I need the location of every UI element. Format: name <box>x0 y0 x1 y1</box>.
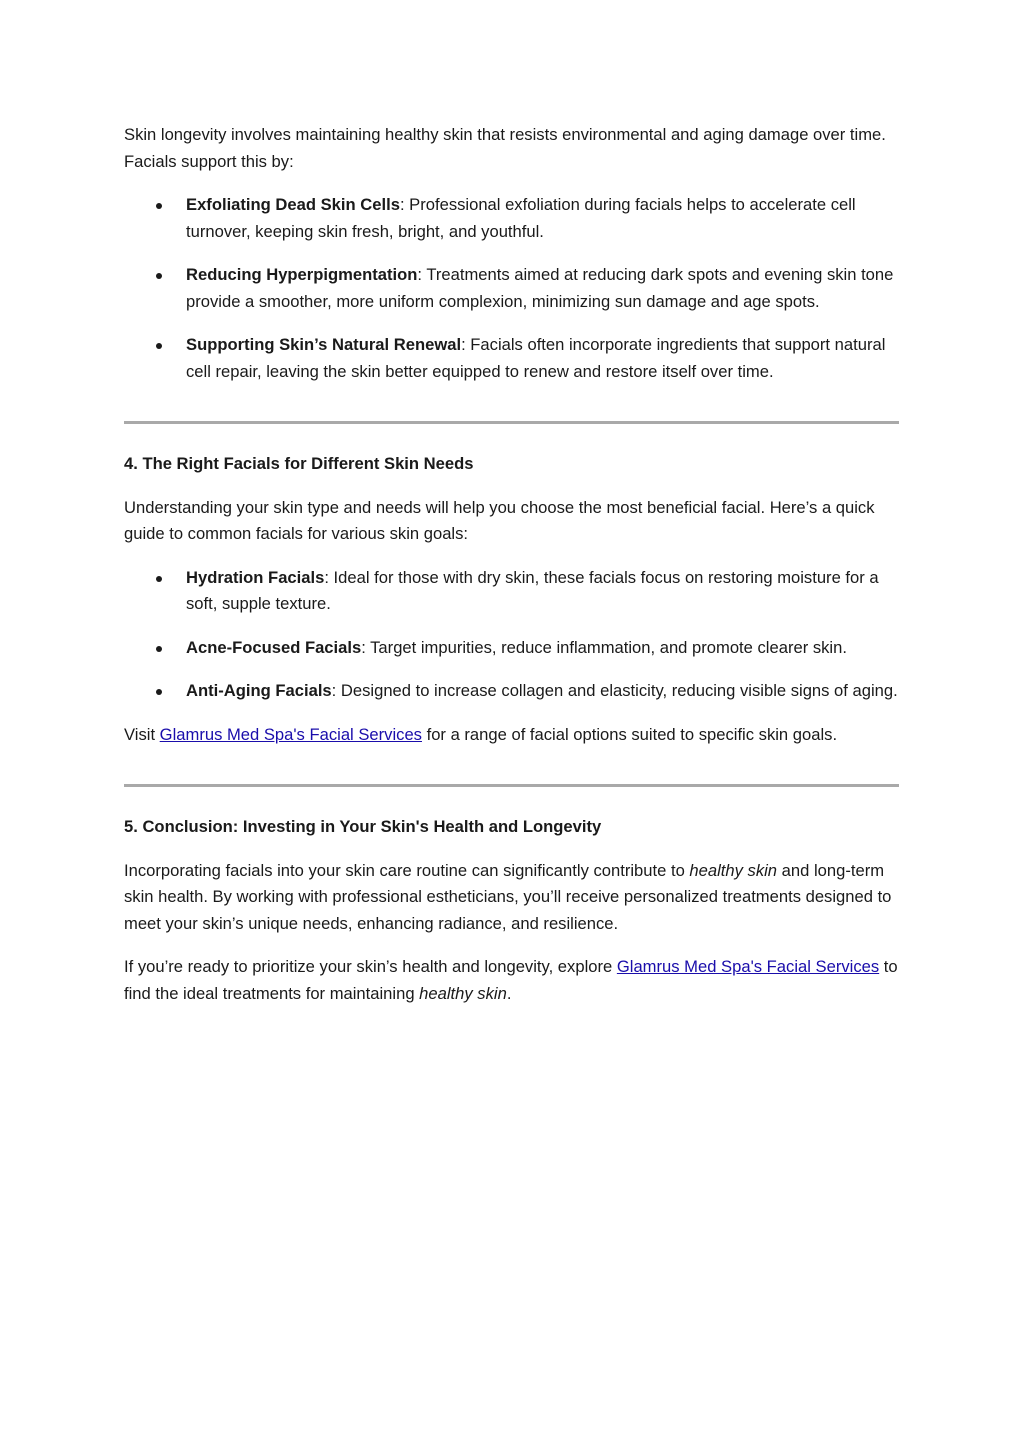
list-item-desc: : Ideal for those with dry skin, these facials focus on restoring moisture for a soft, supple texture. <box>186 567 879 613</box>
bullet-icon <box>156 273 162 279</box>
list-item <box>124 565 899 618</box>
cta-paragraph <box>124 954 899 1007</box>
cta-middle: to find the ideal treatments for maintaining <box>124 957 898 1003</box>
conclusion-paragraph <box>124 858 899 938</box>
list-item-term: Hydration Facials <box>186 567 325 587</box>
list-item <box>124 635 899 662</box>
emphasis-text: healthy skin <box>419 983 507 1003</box>
list-item-desc: : Treatments aimed at reducing dark spots and evening skin tone provide a smoother, more uniform complexion, minimizing sun damage and age spots. <box>186 265 894 311</box>
conclusion-text: Incorporating facials into your skin care routine can significantly contribute to <box>124 860 690 880</box>
facials-list <box>124 565 899 705</box>
section-divider <box>124 784 899 787</box>
visit-suffix: for a range of facial options suited to specific skin goals. <box>421 724 838 744</box>
list-item-term: Reducing Hyperpigmentation <box>186 265 418 284</box>
intro-paragraph: Skin longevity involves maintaining healthy skin that resists environmental and aging damage over time. Facials support this by: <box>124 125 886 171</box>
list-item-desc: : Target impurities, reduce inflammation, and promote clearer skin. <box>361 637 847 657</box>
section-divider <box>124 421 899 424</box>
list-item-term: Acne-Focused Facials <box>186 637 362 657</box>
list-item-term: Exfoliating Dead Skin Cells <box>186 195 400 214</box>
list-item-term: Supporting Skin’s Natural Renewal <box>186 335 462 354</box>
list-item-term: Anti-Aging Facials <box>186 681 332 700</box>
bullet-icon <box>156 203 162 209</box>
visit-prefix: Visit <box>124 724 160 744</box>
bullet-icon <box>156 343 162 349</box>
list-item-desc: : Professional exfoliation during facials helps to accelerate cell turnover, keeping skin fresh, bright, and youthful. <box>186 195 856 241</box>
facial-services-link[interactable]: Glamrus Med Spa's Facial Services <box>616 957 880 976</box>
facial-services-link[interactable]: Glamrus Med Spa's Facial Services <box>159 724 422 744</box>
list-item <box>124 678 899 705</box>
list-item-desc: : Facials often incorporate ingredients that support natural cell repair, leaving the skin better equipped to renew and restore itself over time. <box>186 335 886 381</box>
bullet-icon <box>156 646 162 652</box>
bullet-icon <box>156 689 162 695</box>
emphasis-text: healthy skin <box>689 860 778 880</box>
list-item <box>124 332 899 385</box>
conclusion-text: and long-term skin health. By working with professional estheticians, you’ll receive personalized treatments designed to meet your skin’s unique needs, enhancing radiance, and resilience. <box>124 860 892 933</box>
list-item <box>124 192 899 245</box>
longevity-list <box>124 192 899 385</box>
visit-paragraph <box>124 722 899 749</box>
cta-suffix: . <box>506 983 512 1003</box>
section-intro-paragraph: Understanding your skin type and needs will help you choose the most beneficial facial. Here’s a quick guide to common facials for various skin goals: <box>124 497 875 543</box>
cta-prefix: If you’re ready to prioritize your skin’s health and longevity, explore <box>124 957 617 976</box>
bullet-icon <box>156 576 162 582</box>
section-heading: 4. The Right Facials for Different Skin Needs <box>124 454 474 473</box>
list-item <box>124 262 899 315</box>
list-item-desc: : Designed to increase collagen and elasticity, reducing visible signs of aging. <box>331 681 898 700</box>
section-heading: 5. Conclusion: Investing in Your Skin's Health and Longevity <box>124 817 602 836</box>
